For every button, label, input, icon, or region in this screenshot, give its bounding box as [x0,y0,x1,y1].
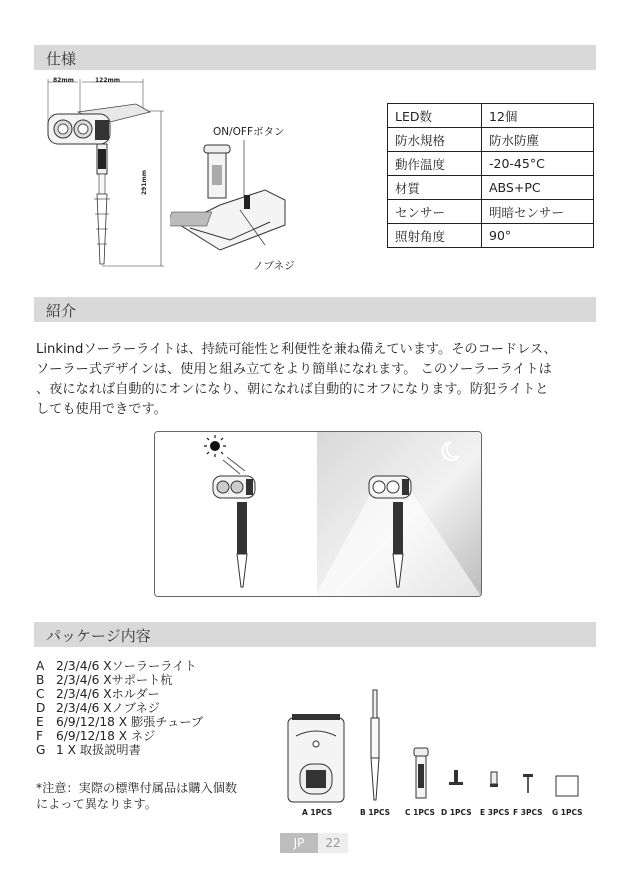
spec-key: 動作温度 [388,152,482,176]
item-letter: D [36,701,46,715]
part-label: E 3PCS [480,808,510,817]
spec-key: 照射角度 [388,224,482,248]
sun-icon [204,435,245,474]
section-header-spec [34,45,596,70]
item-letter: G [36,743,46,757]
item-letter: A [36,659,45,673]
section-header-package [34,622,596,647]
spec-value: ABS+PC [482,176,594,200]
intro-line: ソーラー式デザインは、使用と組み立てをより簡単になれます。 このソーラーライトは [36,362,552,377]
list-item [36,659,203,673]
list-item [36,743,203,757]
spec-value: 明暗センサー [482,200,594,224]
part-label: F 3PCS [513,808,543,817]
table-row [388,176,594,200]
spec-key: センサー [388,200,482,224]
section-header-intro [34,297,596,322]
section-title: 紹介 [46,302,77,320]
knob-screw-label: ノブネジ [253,260,295,272]
package-list [36,659,203,757]
spec-value: 防水防塵 [482,128,594,152]
part-label: D 1PCS [441,808,472,817]
part-label: G 1PCS [552,808,583,817]
holder-part-c [414,748,428,798]
intro-paragraph [36,340,596,420]
page-number: 22 [318,833,348,853]
list-item [36,729,203,743]
table-row [388,152,594,176]
item-text: 2/3/4/6 Xソーラーライト [56,659,197,673]
intro-line: Linkindソーラーライトは、持続可能性と利便性を兼ね備えています。そのコードレス、 [36,342,557,357]
package-note [36,780,237,812]
page-language: JP [280,833,318,853]
item-text: 6/9/12/18 X 膨張チューブ [56,715,204,729]
screw-part-f [523,774,533,793]
note-line: *注意：実際の標準付属品は購入個数 [36,781,238,795]
part-label: C 1PCS [405,808,435,817]
part-label: A 1PCS [302,808,333,817]
manual-part-g [556,776,578,796]
spec-table [387,103,594,248]
moon-icon [443,442,459,460]
table-row [388,200,594,224]
package-parts-illustration [280,688,590,806]
list-item [36,701,203,715]
dimension-width-1: 82mm [53,77,74,84]
spec-key: LED数 [388,104,482,128]
item-letter: B [36,673,45,687]
switch-label: ON/OFFボタン [213,126,285,138]
dimension-height: 291mm [141,169,148,195]
spec-key: 材質 [388,176,482,200]
list-item [36,715,203,729]
page-number-badge [280,833,348,853]
spec-key: 防水規格 [388,128,482,152]
item-text: 6/9/12/18 X ネジ [56,729,156,743]
section-title: 仕様 [46,50,77,68]
intro-line: 、夜になれば自動的にオンになり、朝になれば自動的にオフになります。防犯ライトと [36,382,549,397]
list-item [36,673,203,687]
item-text: 2/3/4/6 Xサポート杭 [56,673,173,687]
section-title: パッケージ内容 [46,627,151,645]
item-letter: E [36,715,44,729]
item-text: 2/3/4/6 Xノブネジ [56,701,160,715]
support-stake-part-b [371,690,379,800]
item-text: 2/3/4/6 Xホルダー [56,687,160,701]
table-row [388,224,594,248]
spec-value: 12個 [482,104,594,128]
list-item [36,687,203,701]
product-dimension-drawing [38,74,168,274]
knob-screw-part-d [449,770,463,785]
dimension-width-2: 122mm [95,77,121,84]
item-letter: C [36,687,45,701]
item-letter: F [36,729,44,743]
day-night-illustration [154,431,482,597]
table-row [388,104,594,128]
table-row [388,128,594,152]
spec-value: -20-45°C [482,152,594,176]
spec-value: 90° [482,224,594,248]
solar-light-part-a [288,714,344,802]
part-label: B 1PCS [360,808,391,817]
expansion-tube-part-e [490,772,498,787]
intro-line: しても使用できです。 [36,402,167,417]
note-line: によって異なります。 [36,797,157,811]
solar-light-day [213,476,255,587]
item-text: 1 X 取扱説明書 [56,743,141,757]
holder-illustration [170,140,300,255]
